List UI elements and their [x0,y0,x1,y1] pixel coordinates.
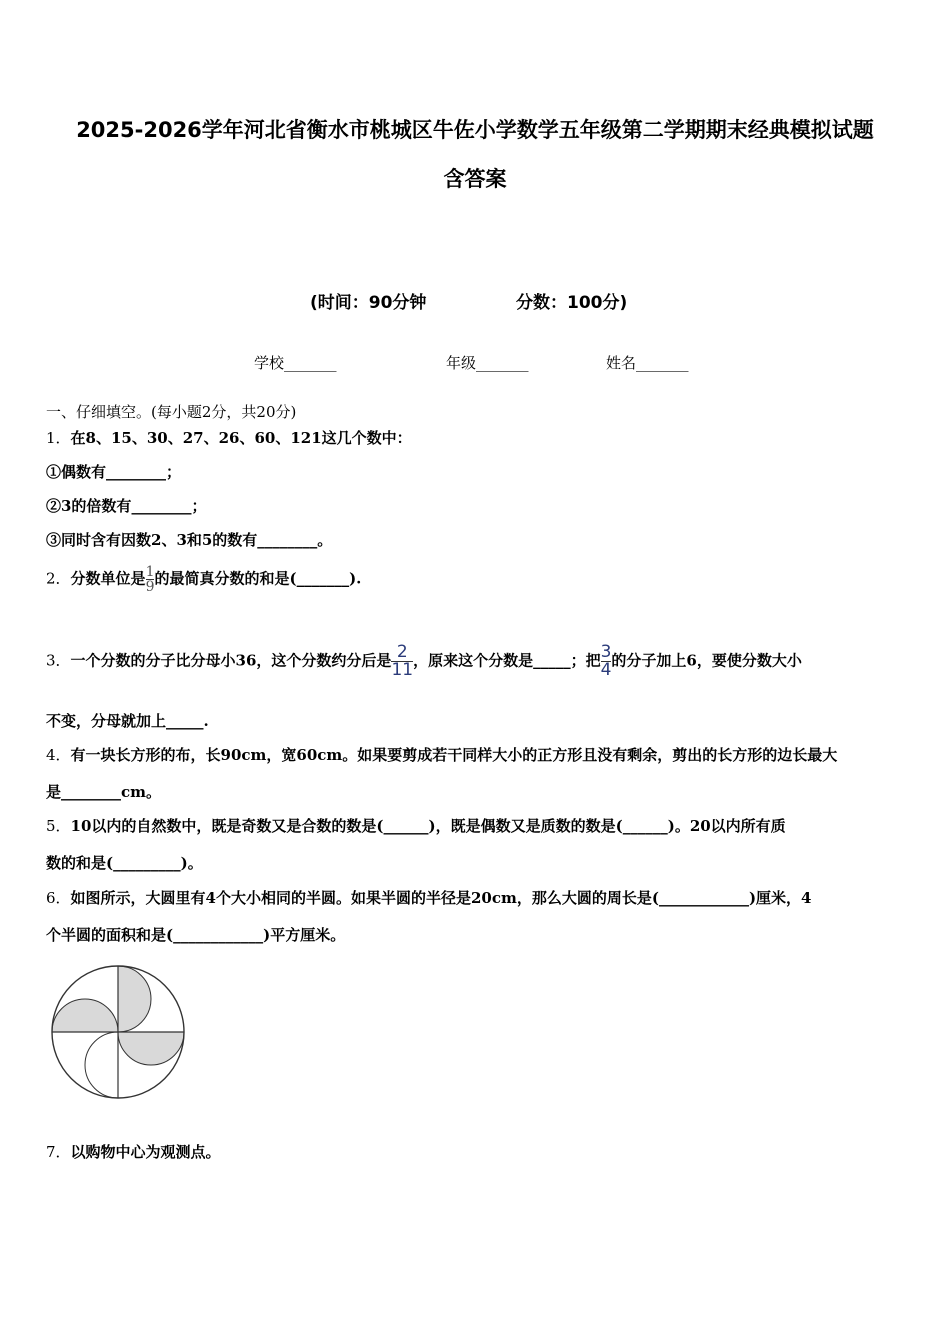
question-number: 1． [46,429,71,447]
question-number: 3． [46,651,71,670]
grade-field: 年级_______ [446,354,529,372]
question-4-line-2: 是________cm。 [46,783,162,801]
section-heading: 一、仔细填空。(每小题2分，共20分) [46,403,297,421]
fraction-denominator: 11 [391,660,414,680]
question-6-line-2: 个半圆的面积和是(____________)平方厘米。 [46,926,346,944]
question-text: 如图所示，大圆里有4个大小相同的半圆。如果半圆的半径是20cm，那么大圆的周长是(____________)厘米，4 [70,889,812,907]
question-1 [46,427,412,448]
exam-score: 分数：100分) [516,293,628,313]
name-field: 姓名_______ [606,354,689,372]
fraction-numerator: 3 [600,642,612,662]
question-number: 7． [46,1143,71,1161]
title-line-1: 2025-2026学年河北省衡水市桃城区牛佐小学数学五年级第二学期期末经典模拟试题 [76,118,874,142]
fraction-denominator: 9 [145,579,155,595]
question-3 [46,644,802,679]
question-2 [46,565,361,594]
question-5-line-2: 数的和是(_________)。 [46,854,203,872]
question-text: 一个分数的分子比分母小36，这个分数约分后是 [70,651,392,670]
semicircle-top-right [118,966,151,1032]
question-6 [46,887,812,908]
semicircle-bottom-left [85,1032,118,1098]
question-1-part-a: ①偶数有________； [46,463,182,481]
question-text-tail: 的分子加上6，要使分数大小 [611,651,802,670]
school-field: 学校_______ [254,354,337,372]
question-text: 分数单位是 [70,569,146,588]
fraction-three-quarters [601,644,612,679]
question-number: 5． [46,817,71,835]
title-line-2: 含答案 [443,167,507,191]
question-5 [46,815,786,836]
exam-time: (时间：90分钟 [310,293,427,313]
question-text: 有一块长方形的布，长90cm，宽60cm。如果要剪成若干同样大小的正方形且没有剩余，剪出的长方形的边长最大 [70,746,838,764]
question-3-line-2: 不变，分母就加上_____. [46,712,209,730]
fraction-numerator: 1 [145,564,155,580]
question-4 [46,744,837,765]
fraction-two-elevenths [391,644,413,679]
question-number: 2． [46,569,71,588]
semicircle-right-bottom [118,1032,184,1065]
fraction-denominator: 4 [600,660,612,680]
semicircle-left-top [52,999,118,1032]
question-text-tail: 的最简真分数的和是(_______). [154,569,362,588]
fraction-numerator: 2 [396,642,408,662]
question-1-part-b: ②3的倍数有________； [46,497,207,515]
question-1-part-c: ③同时含有因数2、3和5的数有________。 [46,531,333,549]
question-number: 4． [46,746,71,764]
question-text-mid: ，原来这个分数是_____；把 [413,651,601,670]
circle-semicircle-figure [50,964,186,1100]
question-text: 在8、15、30、27、26、60、121这几个数中： [70,429,412,447]
question-text: 10以内的自然数中，既是奇数又是合数的数是(______)，既是偶数又是质数的数是(______)。20以内所有质 [70,817,786,835]
question-number: 6． [46,889,71,907]
question-text: 以购物中心为观测点。 [70,1143,221,1161]
question-7 [46,1141,221,1162]
